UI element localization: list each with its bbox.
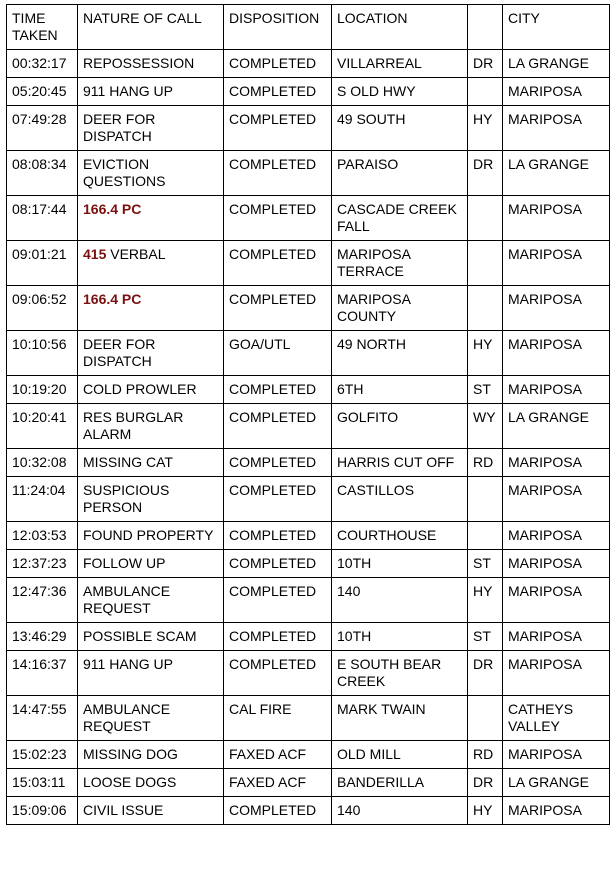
cell-city: MARIPOSA (503, 196, 610, 241)
cell-time-taken: 14:47:55 (7, 696, 78, 741)
cell-city: MARIPOSA (503, 477, 610, 522)
cell-nature-of-call (78, 449, 224, 477)
cell-city: MARIPOSA (503, 797, 610, 825)
table-row (7, 741, 610, 769)
cell-time-taken: 09:06:52 (7, 286, 78, 331)
cell-city: MARIPOSA (503, 623, 610, 651)
cell-time-taken: 12:47:36 (7, 578, 78, 623)
cell-disposition: FAXED ACF (224, 741, 332, 769)
cell-nature-of-call (78, 50, 224, 78)
cell-nature-of-call (78, 797, 224, 825)
nature-text: AMBULANCE REQUEST (83, 583, 175, 616)
cell-nature-of-call (78, 623, 224, 651)
table-row (7, 522, 610, 550)
table-row (7, 50, 610, 78)
nature-text: REPOSSESSION (83, 55, 195, 71)
cell-nature-of-call (78, 741, 224, 769)
cell-city: MARIPOSA (503, 241, 610, 286)
cell-location-suffix: RD (468, 741, 503, 769)
nature-text: FOUND PROPERTY (83, 527, 214, 543)
cell-location: S OLD HWY (332, 78, 468, 106)
cell-location: GOLFITO (332, 404, 468, 449)
cell-time-taken: 11:24:04 (7, 477, 78, 522)
cell-location-suffix (468, 196, 503, 241)
nature-code-highlight: 166.4 PC (83, 201, 142, 217)
nature-text: MISSING DOG (83, 746, 178, 762)
nature-text: COLD PROWLER (83, 381, 197, 397)
cell-location-suffix: DR (468, 50, 503, 78)
cell-nature-of-call (78, 477, 224, 522)
cell-location: MARIPOSA COUNTY (332, 286, 468, 331)
cell-time-taken: 15:02:23 (7, 741, 78, 769)
cell-disposition: COMPLETED (224, 522, 332, 550)
cell-nature-of-call (78, 151, 224, 196)
cell-nature-of-call (78, 286, 224, 331)
cell-time-taken: 14:16:37 (7, 651, 78, 696)
cell-city: MARIPOSA (503, 286, 610, 331)
nature-text: POSSIBLE SCAM (83, 628, 197, 644)
cell-nature-of-call (78, 331, 224, 376)
cell-time-taken: 15:03:11 (7, 769, 78, 797)
cell-nature-of-call (78, 522, 224, 550)
cell-disposition: CAL FIRE (224, 696, 332, 741)
cell-city: MARIPOSA (503, 550, 610, 578)
cell-nature-of-call (78, 550, 224, 578)
cell-location: MARIPOSA TERRACE (332, 241, 468, 286)
cell-time-taken: 08:17:44 (7, 196, 78, 241)
cell-location: 10TH (332, 550, 468, 578)
cell-location-suffix (468, 78, 503, 106)
header-location: LOCATION (332, 5, 468, 50)
header-city: CITY (503, 5, 610, 50)
nature-text: DEER FOR DISPATCH (83, 111, 160, 144)
cell-location-suffix: DR (468, 769, 503, 797)
cell-disposition: COMPLETED (224, 151, 332, 196)
cell-disposition: COMPLETED (224, 404, 332, 449)
cell-location-suffix (468, 522, 503, 550)
nature-text: SUSPICIOUS PERSON (83, 482, 174, 515)
cell-location-suffix (468, 477, 503, 522)
cell-city: MARIPOSA (503, 651, 610, 696)
cell-time-taken: 05:20:45 (7, 78, 78, 106)
cell-time-taken: 07:49:28 (7, 106, 78, 151)
cell-city: CATHEYS VALLEY (503, 696, 610, 741)
cell-location-suffix: HY (468, 331, 503, 376)
nature-text: AMBULANCE REQUEST (83, 701, 175, 734)
cell-city: MARIPOSA (503, 376, 610, 404)
cell-disposition: COMPLETED (224, 550, 332, 578)
cell-location-suffix (468, 286, 503, 331)
cell-location-suffix (468, 241, 503, 286)
header-disposition: DISPOSITION (224, 5, 332, 50)
cell-location: 140 (332, 797, 468, 825)
cell-time-taken: 12:37:23 (7, 550, 78, 578)
cell-nature-of-call (78, 376, 224, 404)
cell-location-suffix: ST (468, 376, 503, 404)
cell-disposition: COMPLETED (224, 477, 332, 522)
cell-nature-of-call (78, 651, 224, 696)
table-row (7, 241, 610, 286)
cell-location-suffix: ST (468, 550, 503, 578)
cell-disposition: COMPLETED (224, 50, 332, 78)
table-row (7, 404, 610, 449)
cell-location-suffix: DR (468, 151, 503, 196)
cell-disposition: COMPLETED (224, 623, 332, 651)
table-row (7, 376, 610, 404)
cell-city: MARIPOSA (503, 578, 610, 623)
cell-time-taken: 00:32:17 (7, 50, 78, 78)
cell-city: MARIPOSA (503, 741, 610, 769)
cell-location: MARK TWAIN (332, 696, 468, 741)
table-row (7, 151, 610, 196)
cell-location: OLD MILL (332, 741, 468, 769)
cell-city: LA GRANGE (503, 404, 610, 449)
table-row (7, 286, 610, 331)
cell-nature-of-call (78, 78, 224, 106)
nature-code-highlight: 166.4 PC (83, 291, 142, 307)
cell-time-taken: 10:32:08 (7, 449, 78, 477)
cell-location-suffix: WY (468, 404, 503, 449)
cell-disposition: FAXED ACF (224, 769, 332, 797)
header-time-taken: TIME TAKEN (7, 5, 78, 50)
cell-nature-of-call (78, 404, 224, 449)
cell-disposition: COMPLETED (224, 196, 332, 241)
cell-location-suffix: DR (468, 651, 503, 696)
nature-text: FOLLOW UP (83, 555, 166, 571)
table-row (7, 797, 610, 825)
cell-time-taken: 08:08:34 (7, 151, 78, 196)
table-row (7, 550, 610, 578)
cell-location-suffix: ST (468, 623, 503, 651)
nature-text: EVICTION QUESTIONS (83, 156, 166, 189)
cell-disposition: COMPLETED (224, 241, 332, 286)
cell-city: MARIPOSA (503, 522, 610, 550)
cell-time-taken: 10:20:41 (7, 404, 78, 449)
table-row (7, 449, 610, 477)
table-body (7, 50, 610, 825)
nature-text: LOOSE DOGS (83, 774, 177, 790)
cell-disposition: GOA/UTL (224, 331, 332, 376)
cell-location: 140 (332, 578, 468, 623)
nature-code-highlight: 415 (83, 246, 107, 262)
cell-location-suffix: RD (468, 449, 503, 477)
cell-city: MARIPOSA (503, 106, 610, 151)
cell-disposition: COMPLETED (224, 578, 332, 623)
cell-time-taken: 13:46:29 (7, 623, 78, 651)
cell-disposition: COMPLETED (224, 106, 332, 151)
cell-location-suffix: HY (468, 106, 503, 151)
cell-disposition: COMPLETED (224, 286, 332, 331)
cell-location-suffix (468, 696, 503, 741)
cell-location: 49 NORTH (332, 331, 468, 376)
cell-city: LA GRANGE (503, 50, 610, 78)
cell-location: BANDERILLA (332, 769, 468, 797)
table-row (7, 196, 610, 241)
cell-disposition: COMPLETED (224, 376, 332, 404)
cell-city: MARIPOSA (503, 78, 610, 106)
call-log-table (6, 4, 610, 825)
table-row (7, 623, 610, 651)
nature-text: 911 HANG UP (83, 83, 173, 99)
cell-location: E SOUTH BEAR CREEK (332, 651, 468, 696)
cell-nature-of-call (78, 578, 224, 623)
cell-disposition: COMPLETED (224, 449, 332, 477)
cell-disposition: COMPLETED (224, 651, 332, 696)
header-location-suffix (468, 5, 503, 50)
table-row (7, 78, 610, 106)
table-row (7, 578, 610, 623)
cell-location: 10TH (332, 623, 468, 651)
cell-location: COURTHOUSE (332, 522, 468, 550)
cell-location: HARRIS CUT OFF (332, 449, 468, 477)
table-row (7, 331, 610, 376)
cell-location: CASTILLOS (332, 477, 468, 522)
cell-disposition: COMPLETED (224, 797, 332, 825)
nature-text: 911 HANG UP (83, 656, 173, 672)
cell-nature-of-call (78, 696, 224, 741)
cell-time-taken: 09:01:21 (7, 241, 78, 286)
cell-time-taken: 12:03:53 (7, 522, 78, 550)
cell-city: LA GRANGE (503, 151, 610, 196)
nature-text: MISSING CAT (83, 454, 173, 470)
table-row (7, 769, 610, 797)
nature-text: RES BURGLAR ALARM (83, 409, 187, 442)
cell-location: 6TH (332, 376, 468, 404)
cell-city: MARIPOSA (503, 449, 610, 477)
table-header-row (7, 5, 610, 50)
table-row (7, 106, 610, 151)
cell-nature-of-call (78, 241, 224, 286)
cell-city: MARIPOSA (503, 331, 610, 376)
cell-location: VILLARREAL (332, 50, 468, 78)
cell-location: CASCADE CREEK FALL (332, 196, 468, 241)
table-row (7, 477, 610, 522)
cell-location-suffix: HY (468, 578, 503, 623)
table-row (7, 651, 610, 696)
cell-nature-of-call (78, 769, 224, 797)
cell-location-suffix: HY (468, 797, 503, 825)
cell-nature-of-call (78, 196, 224, 241)
cell-disposition: COMPLETED (224, 78, 332, 106)
cell-time-taken: 10:10:56 (7, 331, 78, 376)
nature-text: VERBAL (106, 246, 166, 262)
cell-nature-of-call (78, 106, 224, 151)
header-nature-of-call: NATURE OF CALL (78, 5, 224, 50)
cell-time-taken: 10:19:20 (7, 376, 78, 404)
cell-time-taken: 15:09:06 (7, 797, 78, 825)
cell-location: PARAISO (332, 151, 468, 196)
cell-city: LA GRANGE (503, 769, 610, 797)
nature-text: CIVIL ISSUE (83, 802, 164, 818)
table-row (7, 696, 610, 741)
cell-location: 49 SOUTH (332, 106, 468, 151)
nature-text: DEER FOR DISPATCH (83, 336, 160, 369)
